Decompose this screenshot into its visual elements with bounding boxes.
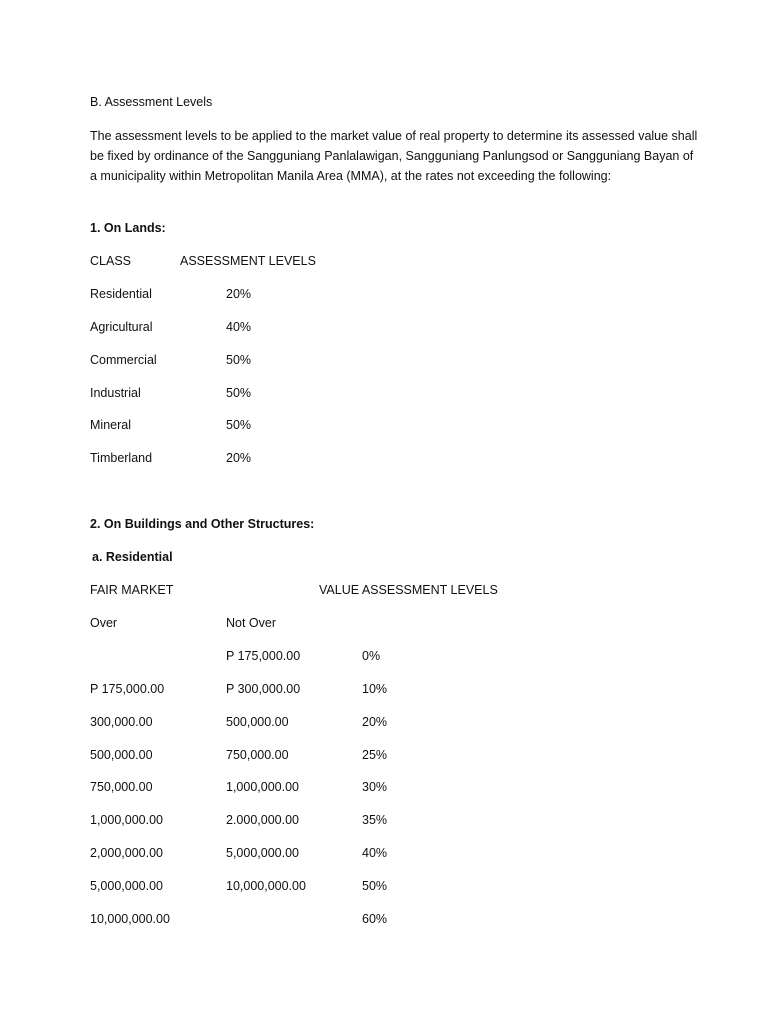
section-heading: B. Assessment Levels <box>90 95 213 109</box>
not-over-cell: 1,000,000.00 <box>226 780 299 794</box>
over-cell: 10,000,000.00 <box>90 912 170 926</box>
not-over-cell: P 175,000.00 <box>226 649 301 663</box>
lands-class-cell: Agricultural <box>90 320 153 334</box>
over-cell: 300,000.00 <box>90 715 153 729</box>
level-cell: 30% <box>362 780 388 794</box>
not-over-cell: 500,000.00 <box>226 715 289 729</box>
level-cell: 20% <box>362 715 388 729</box>
over-cell: 2,000,000.00 <box>90 846 163 860</box>
over-cell: 750,000.00 <box>90 780 153 794</box>
level-cell: 40% <box>362 846 388 860</box>
over-cell: 500,000.00 <box>90 748 153 762</box>
lands-title: 1. On Lands: <box>90 221 166 235</box>
level-cell: 25% <box>362 748 388 762</box>
level-cell: 50% <box>362 879 388 893</box>
header-over: Over <box>90 616 118 630</box>
header-not-over: Not Over <box>226 616 277 630</box>
not-over-cell: 10,000,000.00 <box>226 879 306 893</box>
over-cell: 1,000,000.00 <box>90 813 163 827</box>
header-value-assessment-levels: VALUE ASSESSMENT LEVELS <box>319 583 498 597</box>
lands-class-cell: Residential <box>90 287 152 301</box>
lands-class-cell: Timberland <box>90 451 153 465</box>
lands-level-cell: 50% <box>226 353 252 367</box>
level-cell: 0% <box>362 649 381 663</box>
intro-paragraph: The assessment levels to be applied to the market value of real property to determine its assessed value shall be fixed by ordinance of the Sangguniang Panlalawigan, Sangguniang Panlungsod or Sangguniang Bayan of a municipality within Metropolitan Manila Area (MMA), at the rates not exceeding the following: <box>90 129 698 183</box>
level-cell: 10% <box>362 682 388 696</box>
buildings-title: 2. On Buildings and Other Structures: <box>90 517 315 531</box>
not-over-cell: 5,000,000.00 <box>226 846 299 860</box>
not-over-cell: 2.000,000.00 <box>226 813 299 827</box>
over-cell: P 175,000.00 <box>90 682 165 696</box>
buildings-subtitle: a. Residential <box>92 550 173 564</box>
lands-class-cell: Mineral <box>90 418 131 432</box>
lands-header-class: CLASS <box>90 254 131 268</box>
lands-class-cell: Industrial <box>90 386 141 400</box>
lands-level-cell: 50% <box>226 386 252 400</box>
level-cell: 60% <box>362 912 388 926</box>
not-over-cell: 750,000.00 <box>226 748 289 762</box>
lands-header-levels: ASSESSMENT LEVELS <box>180 254 316 268</box>
not-over-cell: P 300,000.00 <box>226 682 301 696</box>
level-cell: 35% <box>362 813 388 827</box>
lands-level-cell: 50% <box>226 418 252 432</box>
lands-class-cell: Commercial <box>90 353 157 367</box>
lands-level-cell: 40% <box>226 320 252 334</box>
over-cell: 5,000,000.00 <box>90 879 163 893</box>
lands-level-cell: 20% <box>226 451 252 465</box>
header-fair-market: FAIR MARKET <box>90 583 174 597</box>
lands-level-cell: 20% <box>226 287 252 301</box>
